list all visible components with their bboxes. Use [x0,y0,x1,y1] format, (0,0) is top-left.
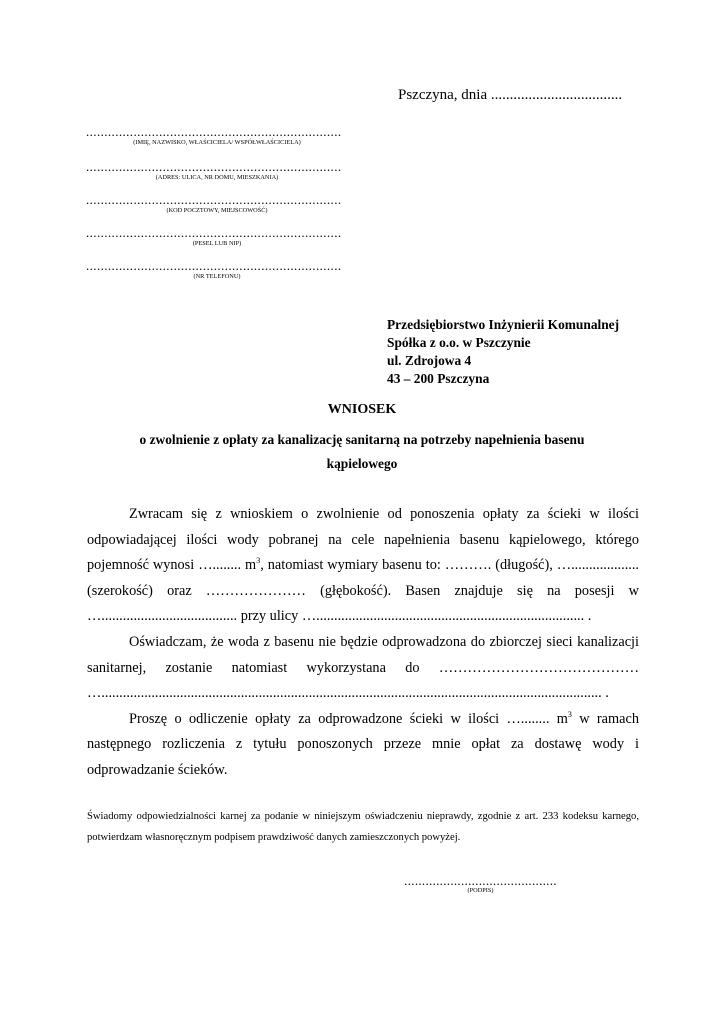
document-title: WNIOSEK [327,402,397,417]
recipient-line: 43 – 200 Pszczyna [387,371,490,386]
dotted-line: ...................................................................... [86,160,342,173]
sender-name-field [86,125,348,146]
sender-phone-field [86,259,348,280]
recipient-address [387,316,619,388]
field-caption: (ADRES: ULICA, NR DOMU, MIESZKANIA) [155,174,279,181]
body-paragraph: Oświadczam, że woda z basenu nie będzie odprowadzona do zbiorczej sieci kanalizacji sanitarnej, zostanie natomiast wykorzystana do …………………………………… …............................................................................................................................................ . [87,633,639,702]
place-date-line: Pszczyna, dnia ................................... [398,87,623,103]
sender-pesel-field [86,226,348,247]
field-caption: (KOD POCZTOWY, MIEJSCOWOŚĆ) [166,207,268,214]
document-subtitle: o zwolnienie z opłaty za kanalizację sanitarną na potrzeby napełnienia basenu kąpielowego [139,432,585,471]
recipient-line: ul. Zdrojowa 4 [387,353,472,368]
field-caption: (IMIĘ, NAZWISKO, WŁAŚCICIELA/ WSPÓŁWŁAŚCICIELA) [133,139,301,146]
sender-postal-field [86,193,348,214]
dotted-line: ...................................................................... [86,226,342,239]
liability-declaration: Świadomy odpowiedzialności karnej za podanie w niniejszym oświadczeniu nieprawdy, zgodnie z art. 233 kodeksu karnego, potwierdzam własnoręcznym podpisem prawdziwość danych zamieszczonych powyżej. [87,811,639,843]
recipient-line: Spółka z o.o. w Pszczynie [387,335,531,350]
dotted-line: ...................................................................... [86,259,342,272]
field-caption: (PESEL LUB NIP) [192,240,242,247]
dotted-line: ...................................................................... [86,125,342,138]
signature-block [398,873,563,894]
signature-line: ........................................... [404,873,557,888]
application-body [87,502,639,784]
body-paragraph: Zwracam się z wnioskiem o zwolnienie od ponoszenia opłaty za ścieki w ilości odpowiadającej ilości wody pobranej na cele napełnienia basenu kąpielowego, którego pojemność wynosi …........ $m^3$, natomiast wymiary basenu to: ………. (długość), …................... (szerokość) oraz ………………… (głębokość). Basen znajduje się na posesji w …...................................... przy ulicy …........................................................................... . [87,506,640,625]
sender-address-field [86,160,348,181]
dotted-line: ...................................................................... [86,193,342,206]
recipient-line: Przedsiębiorstwo Inżynierii Komunalnej [387,317,620,332]
field-caption: (NR TELEFONU) [193,273,241,280]
signature-caption: (PODPIS) [467,887,494,894]
body-paragraph: Proszę o odliczenie opłaty za odprowadzone ścieki w ilości …........ $m^3$ w ramach następnego rozliczenia z tytułu ponoszonych przeze mnie opłat za dostawę wody i odprowadzanie ścieków. [87,709,639,778]
